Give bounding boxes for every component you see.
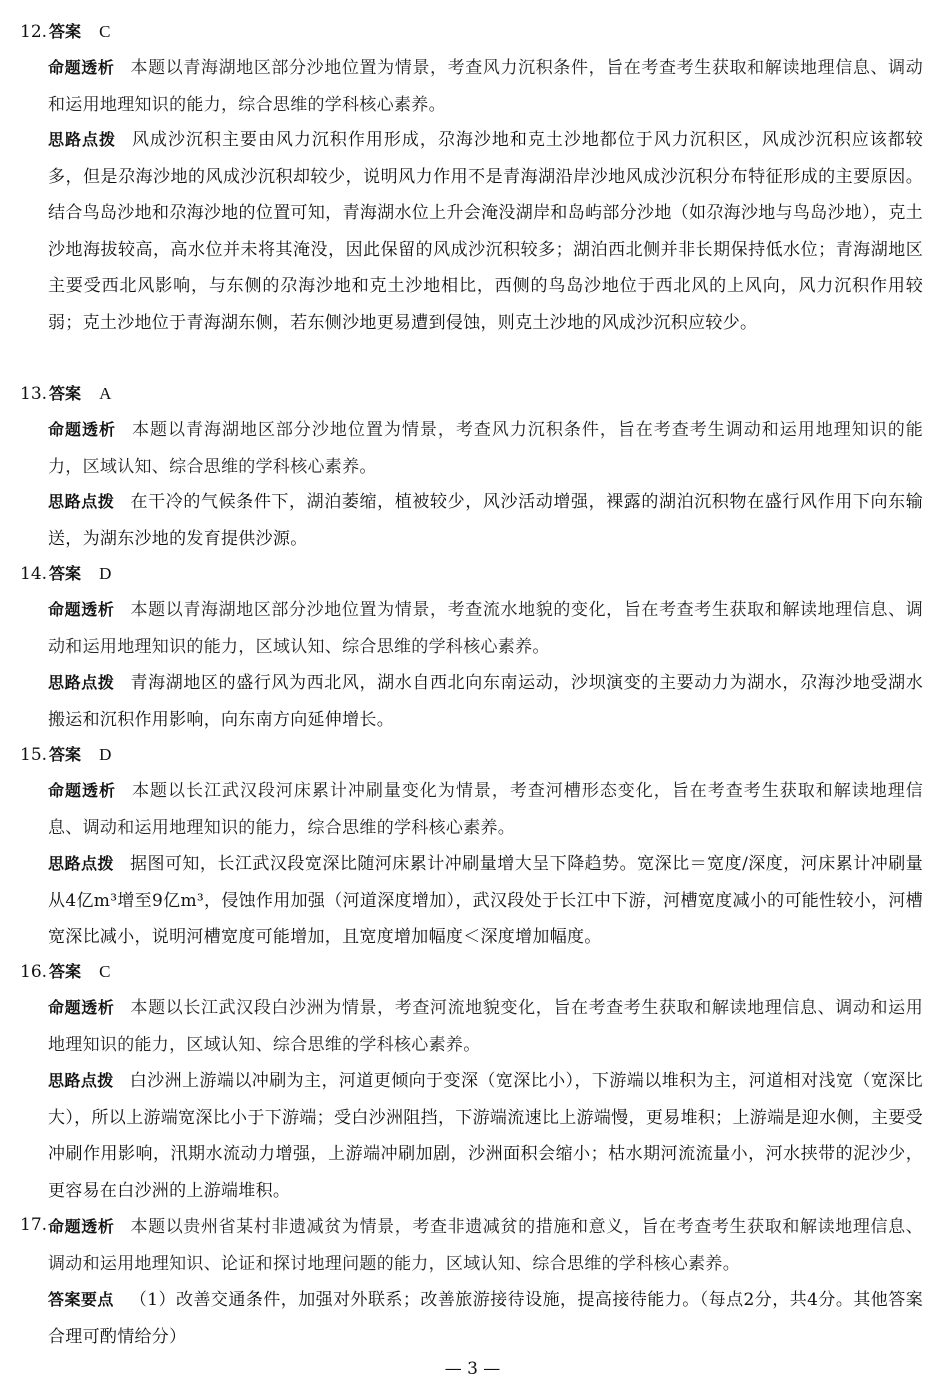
question-16-intent bbox=[48, 990, 923, 1063]
hint-label: 思路点拨 bbox=[48, 130, 116, 149]
question-number: 13. bbox=[20, 384, 48, 404]
question-number: 12. bbox=[20, 22, 48, 42]
question-16-header bbox=[20, 956, 110, 988]
question-17-header bbox=[20, 1209, 47, 1241]
intent-label: 命题透析 bbox=[48, 1217, 115, 1236]
question-15-intent bbox=[48, 773, 923, 846]
answer-tag: 答案 bbox=[49, 384, 82, 403]
intent-text: 本题以贵州省某村非遗减贫为情景，考查非遗减贫的措施和意义，旨在考查考生获取和解读地理信息、调动和运用地理知识、论证和探讨地理问题的能力，区域认知、综合思维的学科核心素养。 bbox=[48, 1217, 924, 1274]
question-14-header bbox=[20, 558, 111, 590]
question-12-hint bbox=[48, 122, 923, 341]
question-12-intent bbox=[48, 50, 923, 123]
hint-text: 青海湖地区的盛行风为西北风，湖水自西北向东南运动，沙坝演变的主要动力为湖水，尕海沙地受湖水搬运和沉积作用影响，向东南方向延伸增长。 bbox=[48, 673, 924, 730]
question-16-hint bbox=[48, 1063, 923, 1209]
intent-label: 命题透析 bbox=[48, 781, 116, 800]
hint-text: 据图可知，长江武汉段宽深比随河床累计冲刷量增大呈下降趋势。宽深比＝宽度/深度，河床累计冲刷量从4亿m³增至9亿m³，侵蚀作用加强（河道深度增加），武汉段处于长江中下游，河槽宽度减小的可能性较小，河槽宽深比减小，说明河槽宽度可能增加，且宽度增加幅度＜深度增加幅度。 bbox=[48, 854, 924, 947]
answer-choice: C bbox=[99, 962, 111, 981]
question-12-header bbox=[20, 16, 110, 48]
intent-text: 本题以长江武汉段白沙洲为情景，考查河流地貌变化，旨在考查考生获取和解读地理信息、调动和运用地理知识的能力，区域认知、综合思维的学科核心素养。 bbox=[48, 998, 924, 1055]
answer-choice: D bbox=[99, 564, 112, 583]
question-15-hint bbox=[48, 846, 923, 956]
answer-choice: C bbox=[99, 22, 111, 41]
intent-label: 命题透析 bbox=[48, 600, 115, 619]
question-13-header bbox=[20, 378, 111, 410]
hint-text: 在干冷的气候条件下，湖泊萎缩，植被较少，风沙活动增强，裸露的湖泊沉积物在盛行风作用下向东输送，为湖东沙地的发育提供沙源。 bbox=[48, 492, 924, 549]
question-13-intent bbox=[48, 412, 923, 485]
question-number: 15. bbox=[20, 745, 48, 765]
hint-label: 思路点拨 bbox=[48, 492, 115, 511]
intent-label: 命题透析 bbox=[48, 420, 116, 439]
hint-text: 白沙洲上游端以冲刷为主，河道更倾向于变深（宽深比小），下游端以堆积为主，河道相对浅宽（宽深比大），所以上游端宽深比小于下游端；受白沙洲阻挡，下游端流速比上游端慢，更易堆积；上游端是迎水侧，主要受冲刷作用影响，汛期水流动力增强，上游端冲刷加剧，沙洲面积会缩小；枯水期河流流量小，河水挟带的泥沙少，更容易在白沙洲的上游端堆积。 bbox=[48, 1071, 923, 1201]
question-number: 14. bbox=[20, 564, 48, 584]
question-17-answer bbox=[48, 1282, 923, 1355]
page-number: — 3 — bbox=[444, 1359, 501, 1379]
answer-tag: 答案 bbox=[49, 745, 82, 764]
question-14-hint bbox=[48, 665, 923, 738]
question-14-intent bbox=[48, 592, 923, 665]
intent-label: 命题透析 bbox=[48, 58, 115, 77]
answer-choice: D bbox=[99, 745, 112, 764]
question-13-hint bbox=[48, 484, 923, 557]
intent-text: 本题以青海湖地区部分沙地位置为情景，考查风力沉积条件，旨在考查考生获取和解读地理信息、调动和运用地理知识的能力，综合思维的学科核心素养。 bbox=[48, 58, 924, 115]
question-15-header bbox=[20, 739, 111, 771]
question-number: 16. bbox=[20, 962, 48, 982]
question-number: 17. bbox=[20, 1215, 48, 1235]
hint-label: 思路点拨 bbox=[48, 1071, 114, 1090]
answer-tag: 答案 bbox=[49, 22, 82, 41]
hint-label: 思路点拨 bbox=[48, 854, 114, 873]
intent-text: 本题以青海湖地区部分沙地位置为情景，考查风力沉积条件，旨在考查考生调动和运用地理知识的能力，区域认知、综合思维的学科核心素养。 bbox=[48, 420, 924, 477]
intent-text: 本题以青海湖地区部分沙地位置为情景，考查流水地貌的变化，旨在考查考生获取和解读地理信息、调动和运用地理知识的能力，区域认知、综合思维的学科核心素养。 bbox=[48, 600, 924, 657]
answer-choice: A bbox=[99, 384, 112, 403]
intent-text: 本题以长江武汉段河床累计冲刷量变化为情景，考查河槽形态变化，旨在考查考生获取和解读地理信息、调动和运用地理知识的能力，综合思维的学科核心素养。 bbox=[48, 781, 924, 838]
question-17-intent bbox=[48, 1209, 923, 1282]
hint-text: 风成沙沉积主要由风力沉积作用形成，尕海沙地和克土沙地都位于风力沉积区，风成沙沉积应该都较多，但是尕海沙地的风成沙沉积却较少，说明风力作用不是青海湖沿岸沙地风成沙沉积分布特征形成的主要原因。结合鸟岛沙地和尕海沙地的位置可知，青海湖水位上升会淹没湖岸和岛屿部分沙地（如尕海沙地与鸟岛沙地），克土沙地海拔较高，高水位并未将其淹没，因此保留的风成沙沉积较多；湖泊西北侧并非长期保持低水位；青海湖地区主要受西北风影响，与东侧的尕海沙地和克土沙地相比，西侧的鸟岛沙地位于西北风的上风向，风力沉积作用较弱；克土沙地位于青海湖东侧，若东侧沙地更易遭到侵蚀，则克土沙地的风成沙沉积应较少。 bbox=[48, 130, 924, 333]
answer-tag: 答案 bbox=[49, 564, 82, 583]
hint-label: 思路点拨 bbox=[48, 673, 115, 692]
answer-points-label: 答案要点 bbox=[48, 1290, 114, 1309]
answer-points-text: （1）改善交通条件，加强对外联系；改善旅游接待设施，提高接待能力。（每点2分，共4分。其他答案合理可酌情给分） bbox=[48, 1290, 924, 1347]
intent-label: 命题透析 bbox=[48, 998, 115, 1017]
answer-tag: 答案 bbox=[49, 962, 82, 981]
